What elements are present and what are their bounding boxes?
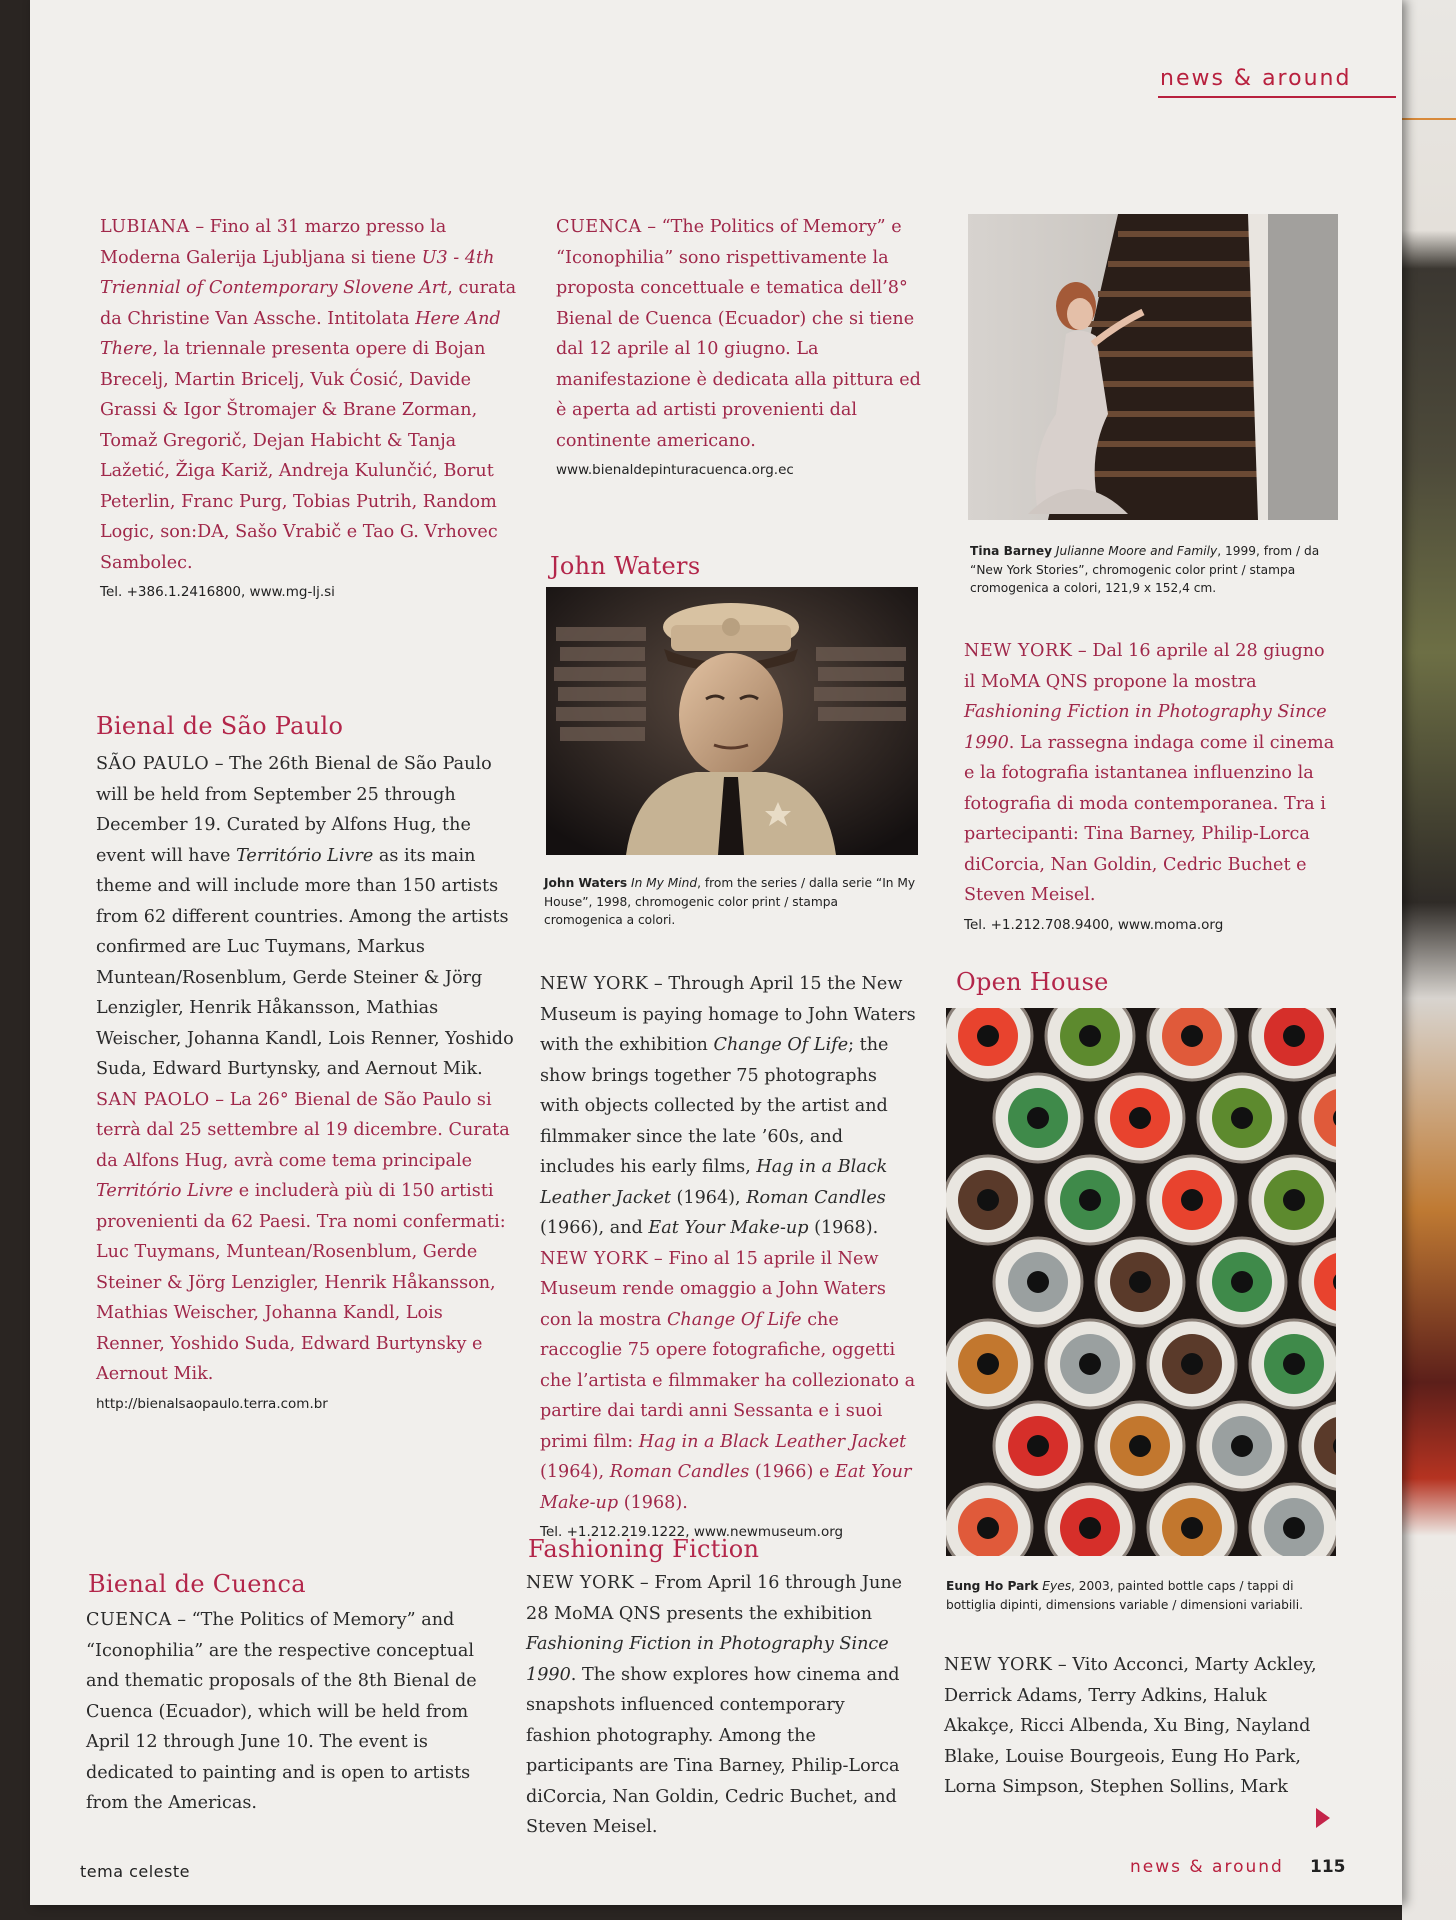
sao-paulo-url: http://bienalsaopaulo.terra.com.br	[96, 1395, 328, 1412]
eung-ho-park-photo	[946, 1008, 1336, 1556]
bottle-cap-eye	[1250, 1156, 1336, 1244]
bottle-cap-eye	[1148, 1156, 1236, 1244]
bottle-cap-eye	[1148, 1484, 1236, 1556]
bottle-cap-eye	[994, 1238, 1082, 1326]
bottle-cap-eye	[946, 1008, 1032, 1080]
bottle-cap-eye	[1250, 1320, 1336, 1408]
adjacent-page-rule	[1402, 118, 1456, 120]
sao-paulo-article: SÃO PAULO – The 26th Bienal de São Paulo will be held from September 25 through December 19. Curated by Alfons Hug, the event will have Território Livre as its main theme and will include more than 150 artists from 62 different countries. Among the artists confirmed are Luc Tuymans, Markus Muntean/Rosenblum, Gerde Steiner & Jörg Lenzigler, Henrik Håkansson, Mathias Weischer, Johanna Kandl, Lois Renner, Yoshido Suda, Edward Burtynsky, and Aernout Mik. SAN PAOLO – La 26° Bienal de São Paulo si terrà dal 25 settembre al 19 dicembre. Curata da Alfons Hug, avrà come tema principale Território Livre e includerà più di 150 artisti provenienti da 62 Paesi. Tra nomi confermati: Luc Tuymans, Muntean/Rosenblum, Gerde Steiner & Jörg Lenzigler, Henrik Håkansson, Mathias Weischer, Johanna Kandl, Lois Renner, Yoshido Suda, Edward Burtynsky e Aernout Mik. http://bienalsaopaulo.terra.com.br	[96, 749, 516, 1414]
tina-barney-photo	[968, 214, 1338, 520]
bottle-cap-eye	[1046, 1320, 1134, 1408]
bottle-cap-eye	[1096, 1074, 1184, 1162]
adjacent-page-edge	[1402, 0, 1456, 1920]
cuenca-article-en: CUENCA – “The Politics of Memory” and “Iconophilia” are the respective conceptual and thematic proposals of the 8th Bienal de Cuenca (Ecuador), which will be held from April 12 through June 10. The event is dedicated to painting and is open to artists from the Americas.	[86, 1610, 477, 1813]
bottle-cap-eye	[1198, 1074, 1286, 1162]
john-waters-article: NEW YORK – Through April 15 the New Museum is paying homage to John Waters with the exhibition Change Of Life; the show brings together 75 photographs with objects collected by the artist and filmmaker since the late ’60s, and includes his early films, Hag in a Black Leather Jacket (1964), Roman Candles (1966), and Eat Your Make-up (1968). NEW YORK – Fino al 15 aprile il New Museum rende omaggio a John Waters con la mostra Change Of Life che raccoglie 75 opere fotografiche, oggetti che l’artista e filmmaker ha collezionato a partire dai tardi anni Sessanta e i suoi primi film: Hag in a Black Leather Jacket (1964), Roman Candles (1966) e Eat Your Make-up (1968). Tel. +1.212.219.1222, www.newmuseum.org	[540, 969, 920, 1542]
eung-ho-park-caption: Eung Ho Park Eyes, 2003, painted bottle caps / tappi di bottiglia dipinti, dimensions variable / dimensioni variabili.	[946, 1579, 1303, 1612]
footer-magazine-name: tema celeste	[80, 1862, 190, 1881]
bottle-cap-eye	[994, 1074, 1082, 1162]
footer-section-label: news & around	[1130, 1857, 1284, 1877]
bottle-cap-eyes-image	[946, 1008, 1336, 1556]
bottle-cap-eye	[1096, 1402, 1184, 1490]
header-rule	[1158, 96, 1396, 98]
bottle-cap-eye	[1250, 1484, 1336, 1556]
bottle-cap-eye	[1198, 1238, 1286, 1326]
fashioning-fiction-article-it: NEW YORK – Dal 16 aprile al 28 giugno il MoMA QNS propone la mostra Fashioning Fiction in Photography Since 1990. La rassegna indaga come il cinema e la fotografia istantanea influenzino la fotografia di moda contemporanea. Tra i partecipanti: Tina Barney, Philip-Lorca diCorcia, Nan Goldin, Cedric Buchet e Steven Meisel. Tel. +1.212.708.9400, www.moma.org	[964, 636, 1340, 935]
john-waters-figurine-image	[546, 587, 918, 855]
heading-fashioning-fiction: Fashioning Fiction	[528, 1535, 760, 1563]
bottle-cap-eye	[946, 1320, 1032, 1408]
lubiana-contact: Tel. +386.1.2416800, www.mg-lj.si	[100, 584, 335, 600]
heading-bienal-sao-paulo: Bienal de São Paulo	[96, 712, 344, 740]
fashioning-fiction-article-en: NEW YORK – From April 16 through June 28 MoMA QNS presents the exhibition Fashioning Fiction in Photography Since 1990. The show explores how cinema and snapshots influenced contemporary fashion photography. Among the participants are Tina Barney, Philip-Lorca diCorcia, Nan Goldin, Cedric Buchet, and Steven Meisel.	[526, 1573, 903, 1837]
bottle-cap-eye	[1300, 1238, 1336, 1326]
bottle-cap-eye	[1046, 1008, 1134, 1080]
john-waters-photo	[546, 587, 918, 855]
bottle-cap-eye	[1148, 1320, 1236, 1408]
bottle-cap-eye	[1148, 1008, 1236, 1080]
page-number: 115	[1310, 1857, 1346, 1877]
continue-arrow-icon	[1316, 1808, 1330, 1828]
john-waters-contact: Tel. +1.212.219.1222, www.newmuseum.org	[540, 1524, 844, 1540]
bottle-cap-eye	[1046, 1156, 1134, 1244]
bottle-cap-eye	[946, 1484, 1032, 1556]
heading-open-house: Open House	[956, 968, 1109, 996]
bottle-cap-eye	[1096, 1238, 1184, 1326]
bottle-cap-eye	[1300, 1402, 1336, 1490]
cuenca-url: www.bienaldepinturacuenca.org.ec	[556, 462, 794, 478]
lubiana-article: LUBIANA – Fino al 31 marzo presso la Moderna Galerija Ljubljana si tiene U3 - 4th Triennial of Contemporary Slovene Art, curata da Christine Van Assche. Intitolata Here And There, la triennale presenta opere di Bojan Brecelj, Martin Bricelj, Vuk Ćosić, Davide Grassi & Igor Štromajer & Brane Zorman, Tomaž Gregorič, Dejan Habicht & Tanja Lažetić, Žiga Kariž, Andreja Kulunčić, Borut Peterlin, Franc Purg, Tobias Putrih, Random Logic, son:DA, Sašo Vrabič e Tao G. Vrhovec Sambolec. Tel. +386.1.2416800, www.mg-lj.si	[100, 212, 520, 602]
bottle-cap-eye	[994, 1402, 1082, 1490]
open-house-article: NEW YORK – Vito Acconci, Marty Ackley, Derrick Adams, Terry Adkins, Haluk Akakçe, Ricci Albenda, Xu Bing, Nayland Blake, Louise Bourgeois, Eung Ho Park, Lorna Simpson, Stephen Sollins, Mark	[944, 1655, 1317, 1797]
heading-bienal-de-cuenca: Bienal de Cuenca	[88, 1570, 306, 1598]
bottle-cap-eye	[1250, 1008, 1336, 1080]
bottle-cap-eye	[1198, 1402, 1286, 1490]
bottle-cap-eye	[1300, 1074, 1336, 1162]
moma-contact: Tel. +1.212.708.9400, www.moma.org	[964, 916, 1224, 933]
header-section-label: news & around	[1160, 66, 1352, 91]
heading-john-waters: John Waters	[550, 552, 701, 580]
julianne-moore-staircase-image	[968, 214, 1338, 520]
cuenca-article-it: CUENCA – “The Politics of Memory” e “Iconophilia” sono rispettivamente la proposta concettuale e tematica dell’8° Bienal de Cuenca (Ecuador) che si tiene dal 12 aprile al 10 giugno. La manifestazione è dedicata alla pittura ed è aperta ad artisti provenienti dal continente americano. www.bienaldepinturacuenca.org.ec	[556, 212, 936, 480]
john-waters-caption: John Waters In My Mind, from the series / dalla serie “In My House”, 1998, chromogenic color print / stampa cromogenica a colori.	[544, 876, 916, 927]
bottle-cap-eye	[946, 1156, 1032, 1244]
bottle-cap-eye	[1046, 1484, 1134, 1556]
tina-barney-caption: Tina Barney Julianne Moore and Family, 1999, from / da “New York Stories”, chromogenic color print / stampa cromogenica a colori, 121,9 x 152,4 cm.	[970, 544, 1320, 595]
